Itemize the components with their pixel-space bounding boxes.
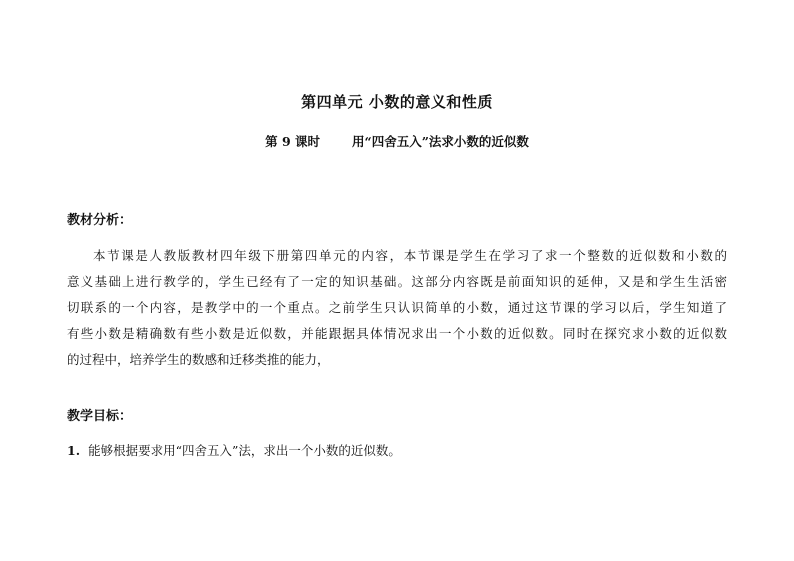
lesson-title <box>0 132 794 150</box>
lesson-name: 用“四舍五入”法求小数的近似数 <box>352 134 529 149</box>
unit-title: 第四单元 小数的意义和性质 <box>301 93 493 111</box>
goals-heading: 教学目标： <box>67 409 133 424</box>
goal-text: 能够根据要求用“四舍五入”法，求出一个小数的近似数。 <box>88 443 401 458</box>
analysis-heading: 教材分析： <box>67 213 133 228</box>
goal-item <box>67 441 401 459</box>
analysis-paragraph <box>67 243 727 373</box>
paragraph-line: 的过程中，培养学生的数感和迁移类推的能力， <box>67 352 330 367</box>
paragraph-line: 意义基础上进行教学的，学生已经有了一定的知识基础。这部分内容既是前面知识的延伸，又是和学生生活密 <box>67 274 727 289</box>
goal-number: 1. <box>67 443 81 458</box>
paragraph-line: 本节课是人教版教材四年级下册第四单元的内容，本节课是学生在学习了求一个整数的近似数和小数的 <box>93 248 727 263</box>
paragraph-line: 有些小数是精确数有些小数是近似数，并能跟据具体情况求出一个小数的近似数。同时在探究求小数的近似数 <box>67 326 727 341</box>
lesson-number: 第 9 课时 <box>265 134 320 149</box>
paragraph-line: 切联系的一个内容，是教学中的一个重点。之前学生只认识简单的小数，通过这节课的学习以后，学生知道了 <box>67 300 727 315</box>
